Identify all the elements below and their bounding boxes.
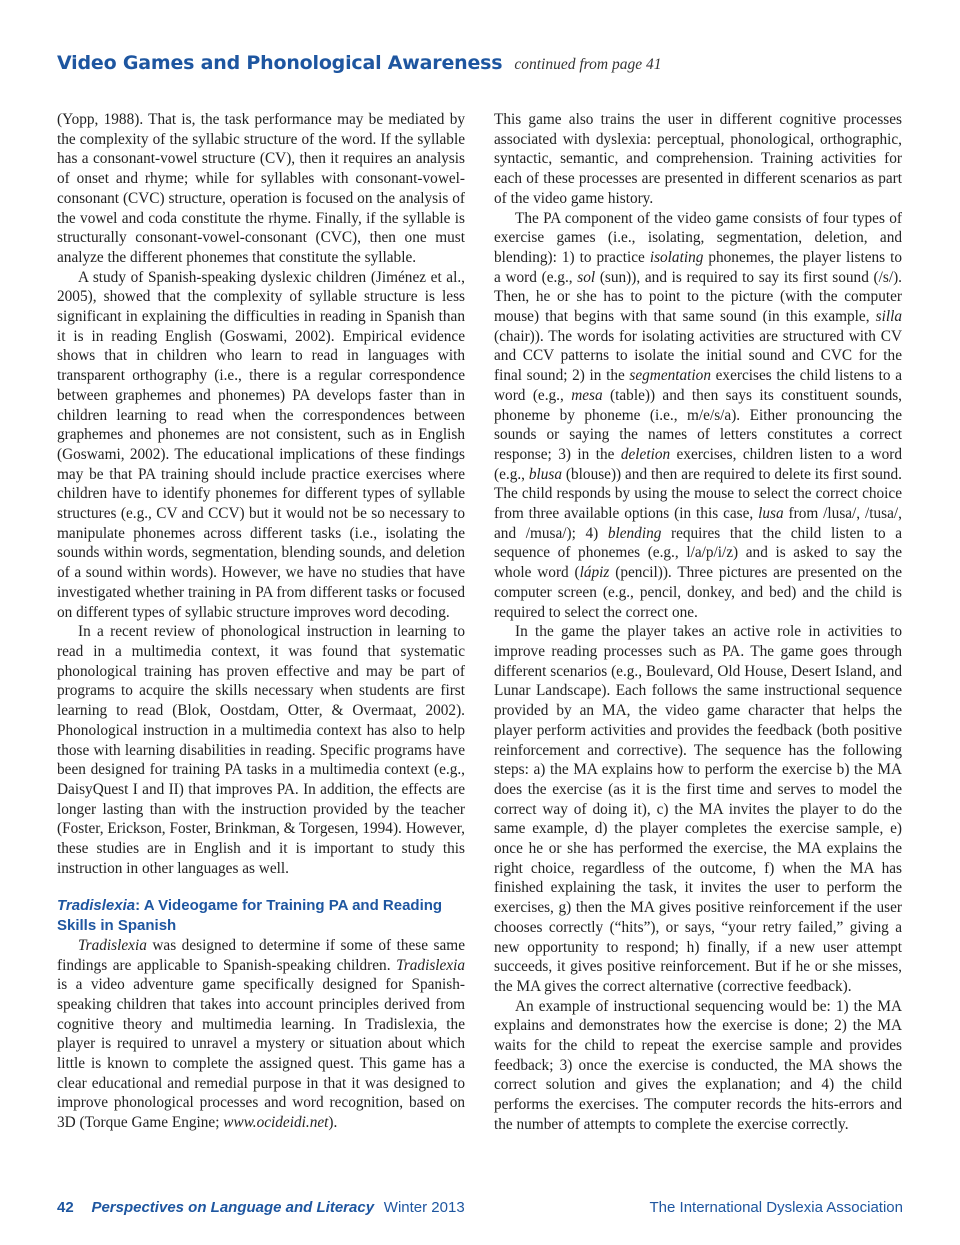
text-run: (pencil)). Three pictures are presented on the computer screen (e.g., pencil, donkey, and bed) and the child is required to select the correct one. <box>494 564 902 621</box>
italic-term: lusa <box>758 505 784 523</box>
paragraph: An example of instructional sequencing would be: 1) the MA explains and demonstrates how the exercise is done; 2) the MA waits for the child to repeat the exercise sample and provides feedback; 3) once the exercise is conducted, the MA shows the correct solution and gives the explanation; and 4) the child performs the exercises. The computer records the hits-errors and the number of attempts to complete the exercise correctly. <box>494 997 902 1133</box>
page-number: 42 <box>57 1199 74 1216</box>
text-run: exercises, children listen to a word (e.g., <box>494 445 902 483</box>
organization-name: The International Dyslexia Association <box>649 1199 903 1216</box>
paragraph <box>494 209 902 623</box>
journal-name: Perspectives on Language and Literacy <box>91 1199 375 1216</box>
text-run: ). <box>328 1114 338 1132</box>
continued-note: continued from page 41 <box>514 56 662 73</box>
section-heading <box>57 896 465 935</box>
italic-term: silla <box>875 308 902 326</box>
left-column <box>57 110 465 1133</box>
article-title: Video Games and Phonological Awareness <box>57 52 503 74</box>
paragraph <box>57 936 465 1133</box>
section-heading-text: : A Videogame for Training PA and Reading Skills in Spanish <box>57 897 443 935</box>
paragraph: A study of Spanish-speaking dyslexic children (Jiménez et al., 2005), showed that the complexity of syllable structure is less significant in explaining the difficulties in reading in Spanish than it is in reading English (Goswami, 2002). Empirical evidence shows that in children who learn to read in languages with transparent orthography (i.e., there is a regular correspondence between graphemes and phonemes) PA develops faster than in children learning to read when the correspondences between graphemes and phonemes are not consistent, such as in English (Goswami, 2002). The educational implications of these findings may be that PA training should include practice exercises where children have to identify phonemes for different types of syllable structures (e.g., CV and CCV) but it would not be so necessary to manipulate phonemes across different tasks (i.e., isolating the sounds within words, segmentation, blending sounds, and deletion of a sound within words). However, we have no studies that have investigated whether training in PA from different tasks or focused on different types of syllabic structure improves word decoding. <box>57 268 465 621</box>
italic-term: blending <box>607 524 662 542</box>
italic-term: sol <box>577 268 596 286</box>
text-run: exercises the child listens to a word (e.g., <box>494 367 902 404</box>
issue-date: Winter 2013 <box>383 1199 465 1216</box>
article-header <box>57 52 917 74</box>
italic-term: blusa <box>528 465 563 483</box>
right-column <box>494 110 902 1135</box>
text-run: requires that the child listen to a sequence of phonemes (e.g., l/a/p/i/z) and is asked to say the whole word ( <box>494 524 903 582</box>
paragraph: In a recent review of phonological instruction in learning to read in a multimedia context, it was found that systematic phonological training has proven effective and may be part of programs to acquire the skills necessary when students are first learning to read (Blok, Oostdam, Otter, & Overmaat, 2002). Phonological instruction in a multimedia context has also to help those with learning disabilities in reading. Specific programs have been designed for training PA tasks in a multimedia context (e.g., DaisyQuest I and II) that improves PA. In addition, the effects are longer lasting than with the instruction provided by the teacher (Foster, Erickson, Foster, Brinkman, & Torgesen, 1994). However, these studies are in English and it is important to study this instruction in other languages as well. <box>57 623 465 877</box>
section-heading-italic: Tradislexia <box>57 897 136 915</box>
paragraph: This game also trains the user in different cognitive processes associated with dyslexia: perceptual, phonological, orthographic, syntactic, semantic, and comprehension. Training activities for each of these processes are presented in different scenarios as part of the video game history. <box>494 111 902 207</box>
page-footer <box>57 1199 903 1219</box>
text-run: The PA component of the video game consists of four types of exercise games (i.e., isolating, segmentation, deletion, and blending): 1) to practice <box>494 209 902 266</box>
italic-term: mesa <box>571 386 603 404</box>
paragraph: (Yopp, 1988). That is, the task performance may be mediated by the complexity of the syllabic structure of the word. If the syllable has a consonant-vowel structure (CV), then it requires an analysis of onset and rhyme; while for syllables with consonant-vowel-consonant (CVC) structure, operation is focused on the analysis of the vowel and coda constitute the rhyme. Finally, if the syllable is structurally consonant-vowel-consonant (CVC), then one must analyze the different phonemes that constitute the syllable. <box>57 111 465 266</box>
text-run: is a video adventure game specifically designed for Spanish-speaking children that takes into account principles derived from cognitive theory and multimedia learning. In Tradislexia, the player is required to unravel a mystery or situation about which little is known to complete the assigned quest. This game has a clear educational and remedial purpose in that it was designed to improve phonological processes and word recognition, based on 3D (Torque Game Engine; <box>57 976 465 1132</box>
italic-term: lápiz <box>579 564 610 582</box>
text-run: (blouse)) and then are required to delete its first sound. The child responds by using the mouse to select the correct choice from three available options (in this case, <box>494 465 902 523</box>
text-run: (table)) and then says its constituent sounds, phoneme by phoneme (i.e., m/e/s/a). Either pronouncing the sounds or saying the names of letters constitutes a correct response; 3) in the <box>494 386 902 463</box>
italic-term: isolating <box>649 248 704 266</box>
italic-term: Tradislexia <box>78 936 147 954</box>
italic-term: segmentation <box>629 367 711 385</box>
paragraph: In the game the player takes an active role in activities to improve reading processes such as PA. The game goes through different scenarios (e.g., Boulevard, Old House, Desert Island, and Lunar Landscape). Each follows the same instructional sequence provided by an MA, the video game character that helps the player perform activities and provides the feedback (both positive reinforcement and corrective). The sequence has the following steps: a) the MA explains how to perform the exercise b) the MA does the exercise (as it is the first time and serves to model the correct way of doing it), c) the MA invites the player to do the same example, d) the player completes the exercise sample, e) once he or she has performed the exercise, the MA explains the right choice, regardless of the outcome, f) when the MA has finished explaining the task, it invites the user to perform the exercises, g) then the MA gives positive reinforcement if the user chooses correctly (“hits”), or says, “your retry failed,” giving a new opportunity to respond; h) finally, if a new user attempt succeeds, it gives positive reinforcement. But if he or she misses, the MA gives the correct alternative (corrective feedback). <box>494 623 902 995</box>
text-run: from /lusa/, /tusa/, and /musa/); 4) <box>494 505 902 542</box>
text-run: (sun)), and is required to say its first sound (/s/). Then, he or she has to point to the picture (with the computer mouse) that begins with that same sound (in this example, <box>494 268 902 326</box>
website-link: www.ocideidi.net <box>223 1114 329 1132</box>
text-run: (chair)). The words for isolating activities are structured with CV and CCV patterns to isolate the initial sound and CVC for the final sound; 2) in the <box>494 327 902 385</box>
italic-term: deletion <box>620 445 671 463</box>
italic-term: Tradislexia <box>396 956 465 974</box>
text-run: was designed to determine if some of these same findings are applicable to Spanish-speaking children. <box>57 936 465 974</box>
text-run: phonemes, the player listens to a word (e.g., <box>494 248 902 286</box>
